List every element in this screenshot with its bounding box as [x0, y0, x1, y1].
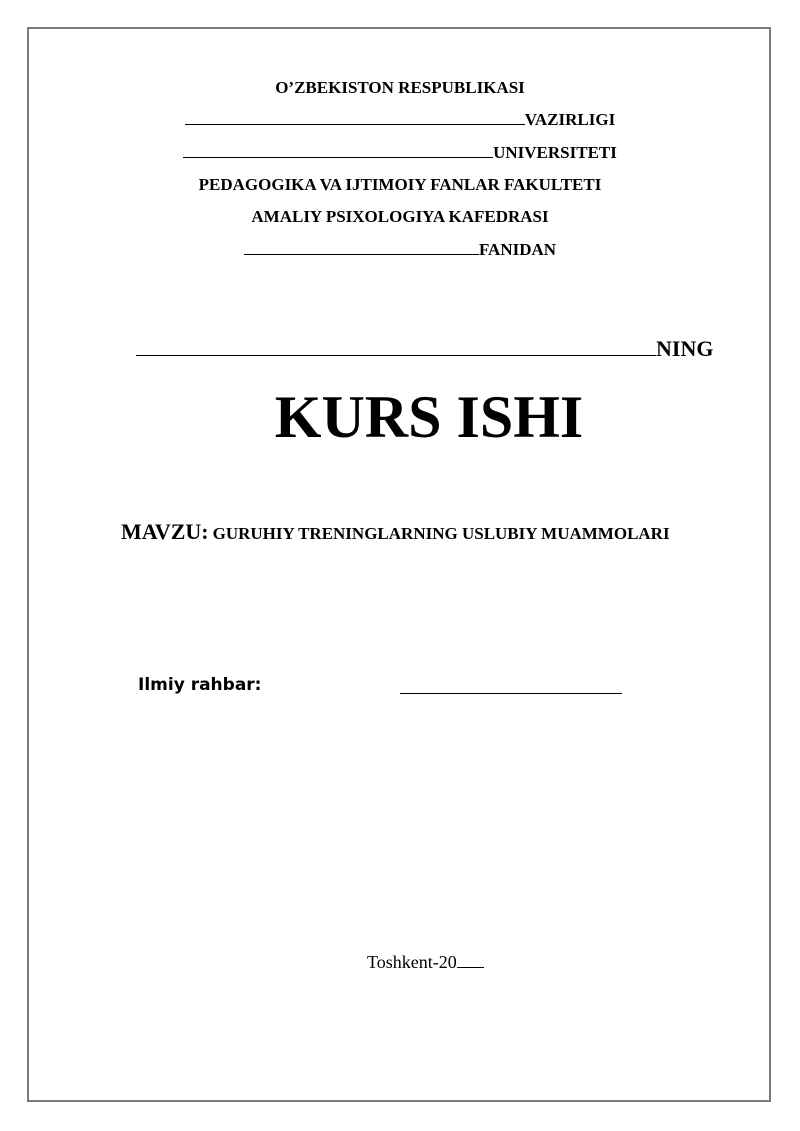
student-name-line	[136, 336, 713, 362]
ministry-blank	[185, 110, 525, 125]
department-heading	[0, 207, 800, 227]
supervisor-blank	[400, 676, 622, 694]
student-name-blank	[136, 337, 656, 356]
subject-blank	[244, 240, 479, 255]
ministry-suffix: VAZIRLIGI	[524, 110, 616, 129]
student-suffix: NING	[656, 336, 714, 361]
university-blank	[183, 143, 493, 158]
document-title: KURS ISHI	[274, 384, 584, 450]
university-line	[0, 143, 800, 163]
year-blank	[457, 953, 484, 968]
republic-text: O’ZBEKISTON RESPUBLIKASI	[275, 78, 525, 97]
place-year	[367, 952, 484, 973]
department-text: AMALIY PSIXOLOGIYA KAFEDRASI	[251, 207, 549, 226]
republic-heading	[0, 78, 800, 98]
topic-line	[121, 519, 670, 545]
faculty-heading	[0, 175, 800, 195]
subject-line	[0, 240, 800, 260]
subject-suffix: FANIDAN	[478, 240, 557, 259]
place-year-text: Toshkent-20	[367, 952, 457, 972]
topic-label: MAVZU:	[121, 519, 209, 544]
faculty-text: PEDAGOGIKA VA IJTIMOIY FANLAR FAKULTETI	[198, 175, 602, 194]
university-suffix: UNIVERSITETI	[493, 143, 617, 162]
supervisor-label: Ilmiy rahbar:	[138, 675, 262, 695]
topic-value: GURUHIY TRENINGLARNING USLUBIY MUAMMOLARI	[212, 524, 670, 543]
ministry-line	[0, 110, 800, 130]
